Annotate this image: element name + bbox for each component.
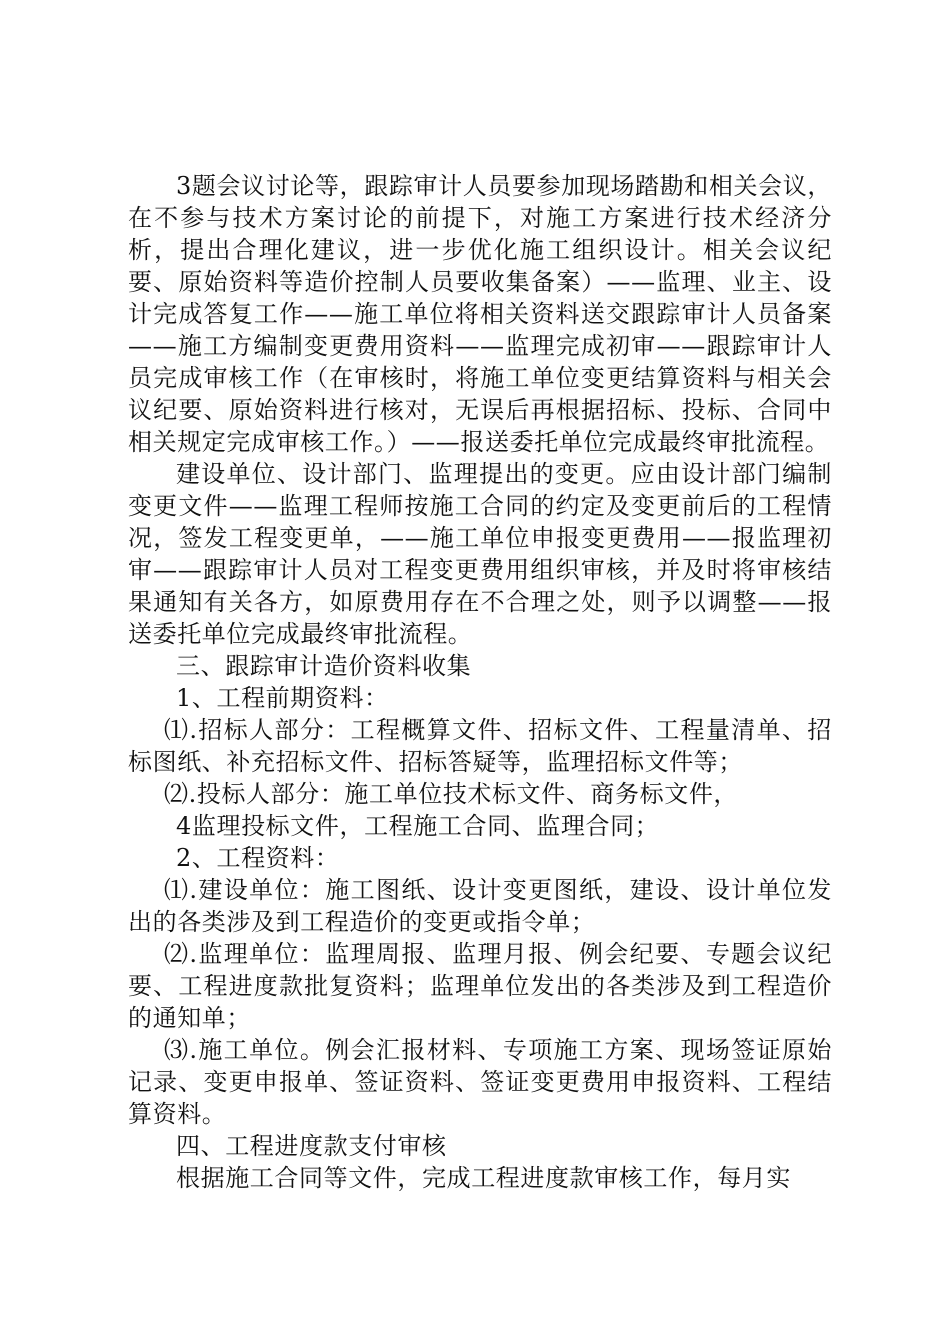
list-item-contractor-unit: ⑶.施工单位。例会汇报材料、专项施工方案、现场签证原始记录、变更申报单、签证资料、签证变更费用申报资料、工程结算资料。 [128, 1036, 832, 1128]
paragraph-owner-initiated-change: 建设单位、设计部门、监理提出的变更。应由设计部门编制变更文件——监理工程师按施工合同的约定及变更前后的工程情况，签发工程变更单，——施工单位申报变更费用——报监理初审——跟踪审计人员对工程变更费用组织审核，并及时将审核结果通知有关各方，如原费用存在不合理之处，则予以调整——报送委托单位完成最终审批流程。 [128, 460, 832, 648]
line-supervision-bid-docs: 4监理投标文件，工程施工合同、监理合同； [176, 812, 660, 840]
section-heading-progress-payment: 四、工程进度款支付审核 [176, 1132, 447, 1160]
list-item-supervision-unit: ⑵.监理单位：监理周报、监理月报、例会纪要、专题会议纪要、工程进度款批复资料；监理单位发出的各类涉及到工程造价的通知单； [128, 940, 832, 1032]
subheading-early-stage-materials: 1、工程前期资料： [176, 684, 389, 712]
list-item-tenderer-part: ⑴.招标人部分：工程概算文件、招标文件、工程量清单、招标图纸、补充招标文件、招标答疑等，监理招标文件等； [128, 716, 832, 776]
list-item-construction-unit: ⑴.建设单位：施工图纸、设计变更图纸，建设、设计单位发出的各类涉及到工程造价的变更或指令单； [128, 876, 832, 936]
paragraph-change-approval-process: 3题会议讨论等，跟踪审计人员要参加现场踏勘和相关会议，在不参与技术方案讨论的前提下，对施工方案进行技术经济分析，提出合理化建议，进一步优化施工组织设计。相关会议纪要、原始资料等造价控制人员要收集备案）——监理、业主、设计完成答复工作——施工单位将相关资料送交跟踪审计人员备案——施工方编制变更费用资料——监理完成初审——跟踪审计人员完成审核工作（在审核时，将施工单位变更结算资料与相关会议纪要、原始资料进行核对，无误后再根据招标、投标、合同中相关规定完成审核工作。）——报送委托单位完成最终审批流程。 [128, 172, 832, 456]
subheading-engineering-materials: 2、工程资料： [176, 844, 340, 872]
section-heading-data-collection: 三、跟踪审计造价资料收集 [176, 652, 472, 680]
list-item-bidder-part: ⑵.投标人部分：施工单位技术标文件、商务标文件， [164, 780, 739, 808]
paragraph-progress-payment-review: 根据施工合同等文件，完成工程进度款审核工作，每月实 [176, 1164, 791, 1192]
document-body [128, 170, 832, 1194]
